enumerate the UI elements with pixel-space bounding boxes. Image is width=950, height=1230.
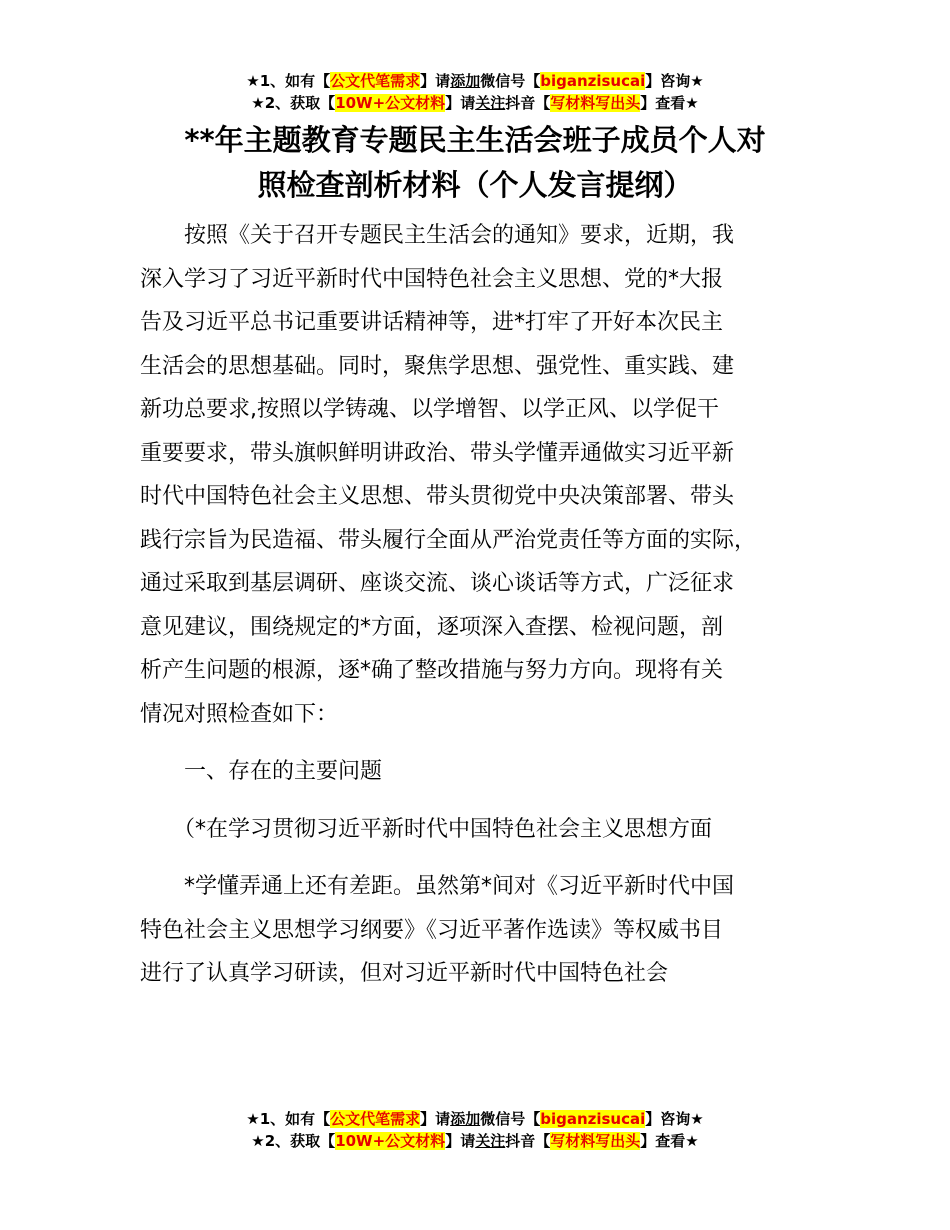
paragraph-line: 生活会的思想基础。同时，聚焦学思想、强党性、重实践、建 (140, 353, 735, 379)
paragraph-spacer (140, 736, 830, 750)
highlight-wechat-id: biganzisucai (540, 72, 646, 90)
paragraph-line: 特色社会主义思想学习纲要》《习近平著作选读》等权威书目 (140, 917, 724, 943)
highlight-douyin: 写材料写出头 (550, 1132, 641, 1150)
highlight-materials: 10W+公文材料 (335, 1132, 446, 1150)
paragraph-line: 深入学习了习近平新时代中国特色社会主义思想、党的*大报 (140, 266, 724, 292)
document-body (140, 214, 830, 996)
footer-banner-line-2: ★2、获取【10W+公文材料】请关注抖音【写材料写出头】查看★ (251, 1132, 699, 1150)
paragraph-line: 时代中国特色社会主义思想、带头贯彻党中央决策部署、带头 (140, 484, 735, 509)
paragraph-line: 析产生问题的根源，逐*确了整改措施与努力方向。现将有关 (140, 658, 724, 683)
highlight-materials: 10W+公文材料 (335, 94, 446, 112)
paragraph-spacer (140, 851, 830, 865)
highlight-service: 公文代笔需求 (330, 72, 421, 90)
header-banner-line-2: ★2、获取【10W+公文材料】请关注抖音【写材料写出头】查看★ (251, 94, 699, 112)
title-line-1: **年主题教育专题民主生活会班子成员个人对 (184, 123, 766, 157)
document-title (0, 118, 950, 208)
paragraph-line: 通过采取到基层调研、座谈交流、谈心谈话等方式，广泛征求 (140, 571, 735, 596)
highlight-douyin: 写材料写出头 (550, 94, 641, 112)
paragraph-line: 践行宗旨为民造福、带头履行全面从严治党责任等方面的实际， (140, 527, 757, 553)
paragraph-line: 重要要求，带头旗帜鲜明讲政治、带头学懂弄通做实习近平新 (140, 440, 735, 466)
title-line-2: 照检查剖析材料（个人发言提纲） (257, 168, 693, 202)
subsection-heading: （*在学习贯彻习近平新时代中国特色社会主义思想方面 (140, 816, 713, 842)
footer-banner (0, 1108, 950, 1152)
paragraph-line: *学懂弄通上还有差距。虽然第*间对《习近平新时代中国 (140, 874, 735, 899)
paragraph-line: 告及习近平总书记重要讲话精神等，进*打牢了开好本次民主 (140, 310, 724, 335)
header-banner (0, 70, 950, 114)
paragraph-line: 新功总要求,按照以学铸魂、以学增智、以学正风、以学促干 (140, 397, 719, 422)
header-banner-line-1: ★1、如有【公文代笔需求】请添加微信号【biganzisucai】咨询★ (246, 72, 704, 90)
paragraph-line: 情况对照检查如下： (140, 701, 339, 727)
highlight-wechat-id: biganzisucai (540, 1110, 646, 1128)
paragraph-spacer (140, 794, 830, 808)
paragraph-line: 进行了认真学习研读，但对习近平新时代中国特色社会 (140, 961, 669, 986)
paragraph-line: 意见建议，围绕规定的*方面，逐项深入查摆、检视问题，剖 (140, 614, 724, 640)
highlight-service: 公文代笔需求 (330, 1110, 421, 1128)
paragraph-line: 按照《关于召开专题民主生活会的通知》要求，近期，我 (140, 223, 735, 248)
footer-banner-line-1: ★1、如有【公文代笔需求】请添加微信号【biganzisucai】咨询★ (246, 1110, 704, 1128)
section-heading: 一、存在的主要问题 (140, 759, 383, 784)
